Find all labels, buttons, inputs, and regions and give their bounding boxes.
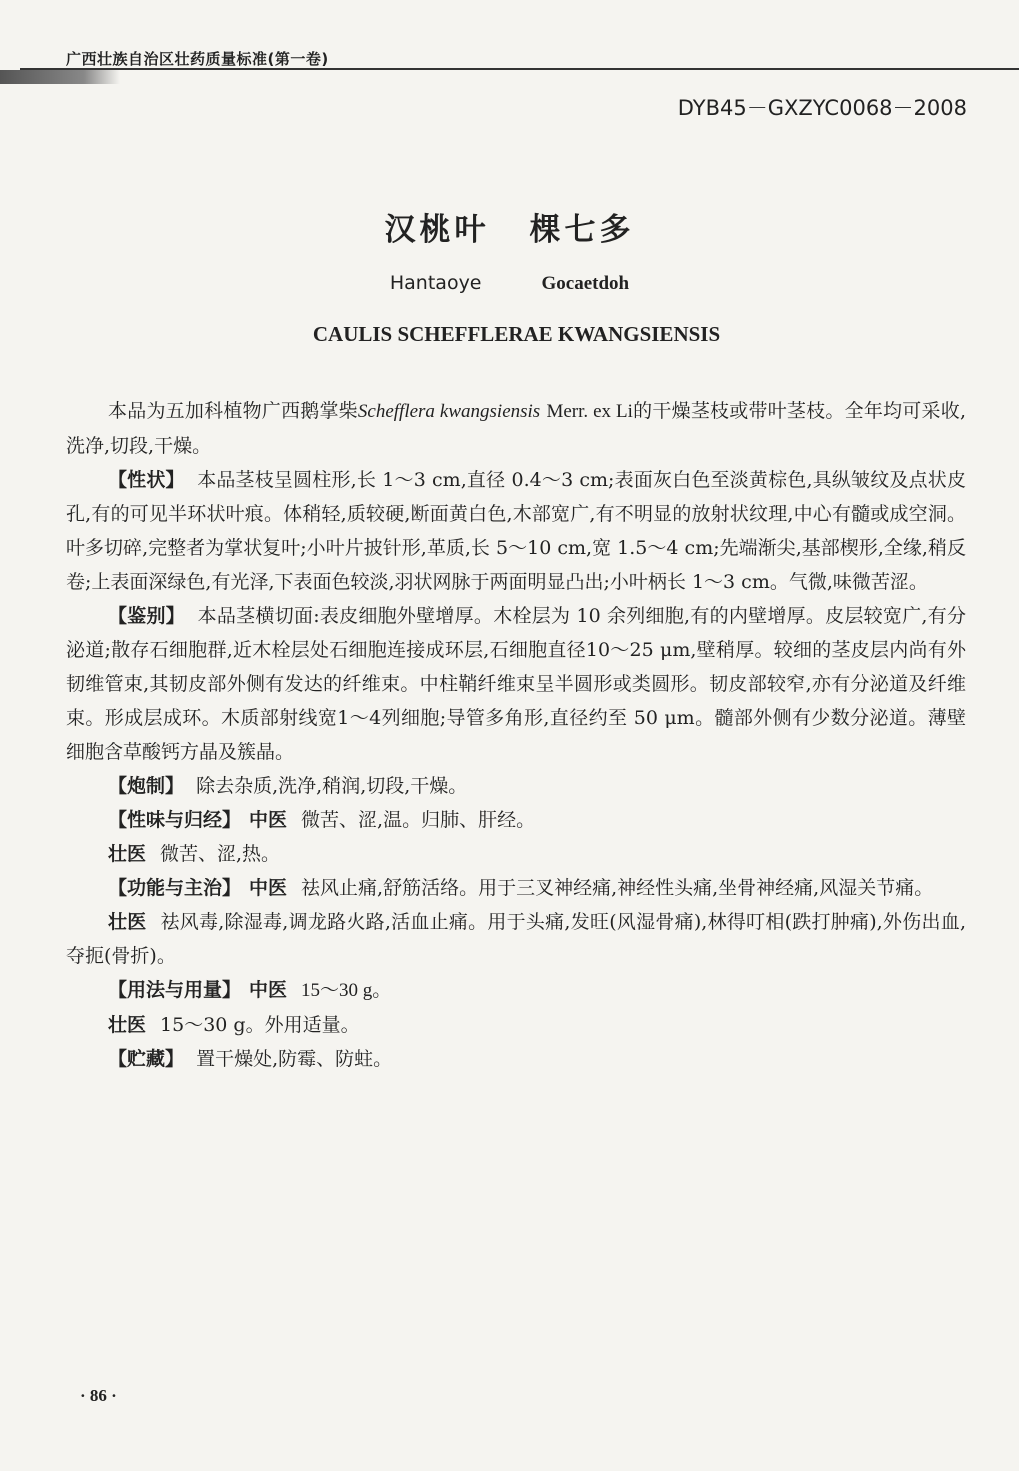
section-label: 【贮藏】 — [108, 1048, 185, 1070]
section-xingzhuang — [66, 463, 966, 599]
pinyin-row — [0, 272, 1019, 295]
section-xingwei-zhuangyi — [66, 837, 966, 871]
section-yongfa-zhongyi — [66, 973, 966, 1008]
zhuangyi-label: 壮医 — [108, 843, 147, 865]
standard-code: DYB45－GXZYC0068－2008 — [677, 96, 967, 120]
zhongyi-label: 中医 — [249, 877, 288, 899]
section-label: 【用法与用量】 — [108, 979, 242, 1001]
section-label: 【鉴别】 — [108, 605, 186, 627]
zhongyi-label: 中医 — [249, 809, 288, 831]
section-label: 【功能与主治】 — [108, 877, 242, 899]
section-yongfa-zhuangyi — [66, 1008, 966, 1042]
monograph-title — [0, 204, 1019, 249]
zhuangyi-label: 壮医 — [108, 911, 147, 933]
section-xingwei-zhongyi — [66, 803, 966, 837]
section-text: 本品茎横切面:表皮细胞外壁增厚。木栓层为 10 余列细胞,有的内壁增厚。皮层较宽广,有分泌道;散存石细胞群,近木栓层处石细胞连接成环层,石细胞直径10～25 μm,壁稍厚。较细的茎皮层内尚有外韧维管束,其韧皮部外侧有发达的纤维束。中柱鞘纤维束呈半圆形或类圆形。韧皮部较窄,亦有分泌道及纤维束。形成层成环。木质部射线宽1～4列细胞;导管多角形,直径约至 50 μm。髓部外侧有少数分泌道。薄壁细胞含草酸钙方晶及簇晶。 — [66, 605, 966, 763]
zhuang-pinyin-name: Gocaetdoh — [541, 273, 630, 294]
section-text: 置干燥处,防霉、防蛀。 — [196, 1048, 393, 1070]
section-gongneng-zhongyi — [66, 871, 966, 905]
monograph-body — [66, 394, 966, 1076]
section-text: 微苦、涩,热。 — [160, 843, 281, 865]
section-text: 15～30 g。 — [301, 980, 392, 1001]
intro-paragraph: 本品为五加科植物广西鹅掌柴Schefflera kwangsiensis Merr. ex Li的干燥茎枝或带叶茎枝。全年均可采收,洗净,切段,干燥。 — [66, 400, 966, 457]
chinese-name: 汉桃叶 — [384, 212, 490, 248]
section-label: 【炮制】 — [108, 775, 185, 797]
header-rule — [20, 68, 1019, 70]
section-text: 祛风毒,除湿毒,调龙路火路,活血止痛。用于头痛,发旺(风湿骨痛),林得叮相(跌打肿痛),外伤出血,夺扼(骨折)。 — [66, 911, 966, 967]
section-gongneng-zhuangyi — [66, 905, 966, 973]
book-title: 广西壮族自治区壮药质量标准(第一卷) — [66, 50, 329, 68]
page-number: · 86 · — [80, 1386, 117, 1405]
section-zhucang — [66, 1042, 966, 1076]
species-author: Merr. ex Li — [546, 401, 633, 422]
latin-title: CAULIS SCHEFFLERAE KWANGSIENSIS — [312, 322, 721, 346]
section-paozhi — [66, 769, 966, 803]
species-name: Schefflera kwangsiensis — [357, 401, 541, 422]
section-text: 除去杂质,洗净,稍润,切段,干燥。 — [196, 775, 468, 797]
zhuang-name: 棵七多 — [529, 212, 635, 248]
section-text: 本品茎枝呈圆柱形,长 1～3 cm,直径 0.4～3 cm;表面灰白色至淡黄棕色,具纵皱纹及点状皮孔,有的可见半环状叶痕。体稍轻,质较硬,断面黄白色,木部宽广,有不明显的放射状纹理,中心有髓或成空洞。叶多切碎,完整者为掌状复叶;小叶片披针形,革质,长 5～10 cm,宽 1.5～4 cm;先端渐尖,基部楔形,全缘,稍反卷;上表面深绿色,有光泽,下表面色较淡,羽状网脉于两面明显凸出;小叶柄长 1～3 cm。气微,味微苦涩。 — [66, 469, 966, 593]
zhuangyi-label: 壮医 — [108, 1014, 147, 1036]
section-label: 【性味与归经】 — [108, 809, 242, 831]
zhongyi-label: 中医 — [249, 979, 288, 1001]
section-text: 微苦、涩,温。归肺、肝经。 — [301, 809, 536, 831]
section-text: 祛风止痛,舒筋活络。用于三叉神经痛,神经性头痛,坐骨神经痛,风湿关节痛。 — [301, 877, 934, 899]
header-band — [0, 70, 120, 84]
section-label: 【性状】 — [108, 469, 185, 491]
section-text: 15～30 g。外用适量。 — [160, 1014, 360, 1036]
section-jianbie — [66, 599, 966, 769]
pinyin-name: Hantaoye — [389, 272, 482, 294]
